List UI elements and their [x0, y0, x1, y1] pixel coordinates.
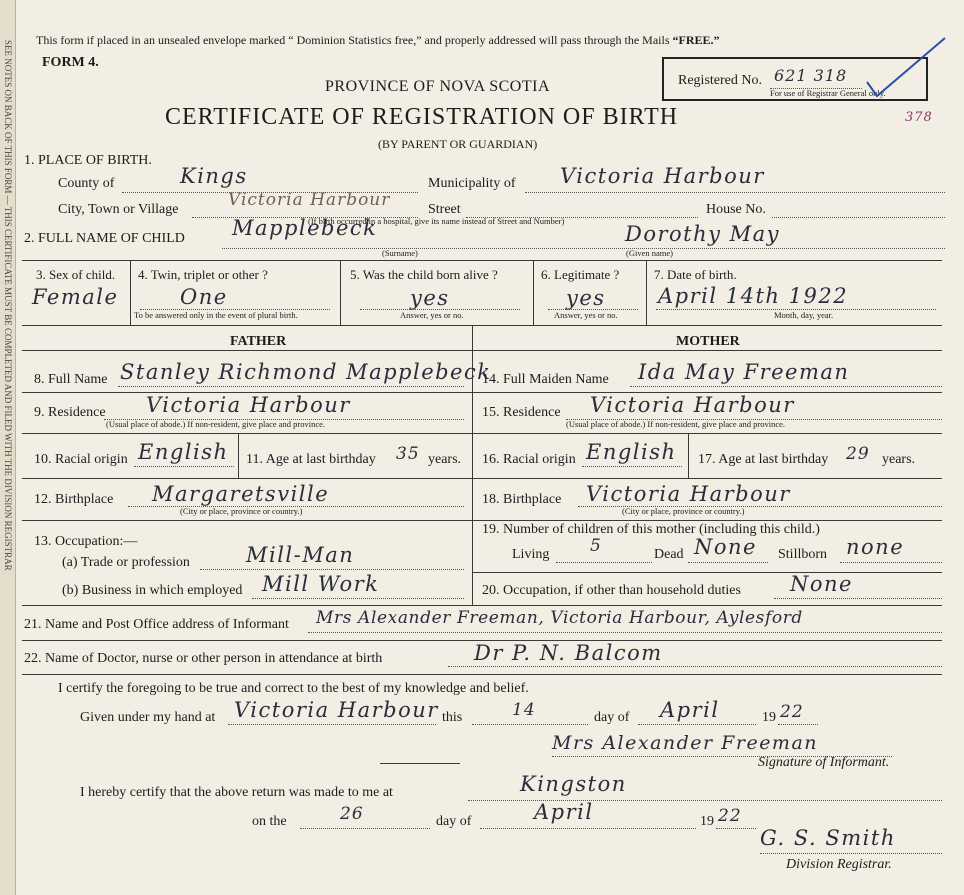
dob-value: April 14th 1922 [658, 284, 849, 308]
father-racial-value: English [138, 440, 229, 464]
father-age-value: 35 [396, 444, 420, 464]
legitimate-value: yes [566, 286, 606, 310]
street-label: Street [428, 202, 461, 217]
doctor-label: 22. Name of Doctor, nurse or other person in attendance at birth [24, 651, 383, 666]
father-age-label: 11. Age at last birthday [246, 452, 376, 467]
mail-notice-text: This form if placed in an unsealed envelope marked “ Dominion Statistics free,” and properly addressed will pass through the Mails [36, 33, 673, 47]
municipality-label: Municipality of [428, 176, 516, 191]
father-residence-value: Victoria Harbour [146, 393, 351, 417]
dob-note: Month, day, year. [774, 310, 834, 320]
county-value: Kings [180, 164, 248, 188]
municipality-value: Victoria Harbour [560, 164, 765, 188]
child-surname: Mapplebeck [232, 216, 378, 240]
living-value: 5 [590, 536, 602, 556]
mother-age-value: 29 [846, 444, 870, 464]
registration-check-mark [855, 34, 950, 104]
registration-number: 621 318 [774, 66, 848, 85]
registrar-on-label: on the [252, 814, 287, 829]
page-subtitle: (BY PARENT OR GUARDIAN) [378, 137, 538, 151]
mother-residence-value: Victoria Harbour [590, 393, 795, 417]
legitimate-note: Answer, yes or no. [554, 310, 618, 320]
registrar-day: 26 [340, 804, 364, 824]
registrar-statement: I hereby certify that the above return was made to me at [80, 785, 393, 800]
margin-notice: SEE NOTES ON BACK OF THIS FORM — THIS CERTIFICATE MUST BE COMPLETED AND FILED WITH THE DIVISION REGISTRAR [3, 40, 13, 571]
father-residence-label: 9. Residence [34, 405, 106, 420]
province-heading: PROVINCE OF NOVA SCOTIA [325, 78, 551, 95]
margin-strip [0, 0, 16, 895]
mother-residence-note: (Usual place of abode.) If non-resident, give place and province. [566, 419, 786, 429]
hospital-note: (If birth occurred in a hospital, give its name instead of Street and Number) [308, 216, 565, 226]
father-birthplace-value: Margaretsville [152, 482, 330, 506]
county-label: County of [58, 176, 115, 191]
father-birthplace-note: (City or place, province or country.) [180, 506, 303, 516]
sex-value: Female [32, 285, 119, 309]
registrar-month: April [534, 800, 594, 824]
given-day: 14 [512, 700, 536, 720]
given-year: 22 [780, 702, 804, 722]
dead-label: Dead [654, 547, 684, 562]
father-trade-label: (a) Trade or profession [62, 555, 190, 570]
mother-birthplace-value: Victoria Harbour [586, 482, 791, 506]
living-label: Living [512, 547, 550, 562]
twin-note: To be answered only in the event of plural birth. [134, 310, 298, 320]
registration-label: Registered No. [678, 73, 762, 88]
registrar-signature: G. S. Smith [760, 826, 896, 850]
mother-racial-value: English [586, 440, 677, 464]
born-alive-value: yes [410, 286, 450, 310]
informant-label: 21. Name and Post Office address of Informant [24, 617, 289, 632]
mother-occupation-value: None [790, 572, 853, 596]
registrar-place: Kingston [520, 772, 627, 796]
mother-residence-label: 15. Residence [482, 405, 561, 420]
mother-age-label: 17. Age at last birthday [698, 452, 829, 467]
registrar-day-of-label: day of [436, 814, 472, 829]
side-stamp: 378 [905, 110, 933, 125]
registrar-year-prefix: 19 [700, 814, 714, 829]
mother-age-years: years. [882, 452, 916, 467]
this-label: this [442, 710, 463, 725]
twin-value: One [180, 285, 228, 309]
legitimate-label: 6. Legitimate ? [541, 267, 620, 282]
father-business-label: (b) Business in which employed [62, 583, 243, 598]
father-heading: FATHER [230, 334, 287, 349]
father-business-value: Mill Work [262, 572, 380, 596]
twin-label: 4. Twin, triplet or other ? [138, 267, 268, 282]
father-name-label: 8. Full Name [34, 372, 108, 387]
father-birthplace-label: 12. Birthplace [34, 492, 114, 507]
mother-name-label: 14. Full Maiden Name [482, 372, 609, 387]
father-residence-note: (Usual place of abode.) If non-resident, give place and province. [106, 419, 326, 429]
given-name-caption: (Given name) [626, 248, 673, 258]
city-value: Victoria Harbour [228, 190, 391, 210]
father-name-value: Stanley Richmond Mapplebeck [120, 360, 492, 384]
mother-name-value: Ida May Freeman [638, 360, 850, 384]
sex-label: 3. Sex of child. [36, 267, 116, 282]
stillborn-label: Stillborn [778, 547, 828, 562]
mother-racial-label: 16. Racial origin [482, 452, 576, 467]
father-age-years: years. [428, 452, 462, 467]
form-number: FORM 4. [42, 55, 99, 70]
doctor-value: Dr P. N. Balcom [474, 641, 663, 665]
dead-value: None [694, 535, 757, 559]
given-month: April [660, 698, 720, 722]
born-alive-note: Answer, yes or no. [400, 310, 464, 320]
children-count-label: 19. Number of children of this mother (including this child.) [482, 522, 820, 537]
mail-notice [36, 33, 720, 48]
stillborn-value: none [846, 535, 905, 559]
mail-notice-free: “FREE.” [672, 33, 720, 47]
page-title: CERTIFICATE OF REGISTRATION OF BIRTH [165, 104, 679, 130]
city-label: City, Town or Village [58, 202, 179, 217]
given-day-of-label: day of [594, 710, 630, 725]
informant-signature: Mrs Alexander Freeman [552, 732, 819, 754]
father-racial-label: 10. Racial origin [34, 452, 128, 467]
place-of-birth-heading: 1. PLACE OF BIRTH. [24, 153, 152, 168]
father-occupation-label: 13. Occupation:— [34, 534, 138, 549]
registrar-year: 22 [718, 806, 742, 826]
mother-birthplace-note: (City or place, province or country.) [622, 506, 745, 516]
father-trade-value: Mill-Man [246, 543, 355, 567]
child-given-name: Dorothy May [625, 222, 781, 246]
given-label: Given under my hand at [80, 710, 216, 725]
house-number-label: House No. [706, 202, 766, 217]
registrar-caption: Division Registrar. [786, 857, 892, 872]
mother-birthplace-label: 18. Birthplace [482, 492, 562, 507]
given-place: Victoria Harbour [234, 698, 439, 722]
mother-heading: MOTHER [676, 334, 740, 349]
born-alive-label: 5. Was the child born alive ? [350, 267, 498, 282]
surname-caption: (Surname) [382, 248, 418, 258]
informant-signature-caption: Signature of Informant. [758, 755, 890, 770]
child-name-label: 2. FULL NAME OF CHILD [24, 231, 185, 246]
informant-value: Mrs Alexander Freeman, Victoria Harbour, Aylesford [316, 608, 803, 628]
given-year-prefix: 19 [762, 710, 776, 725]
certify-statement: I certify the foregoing to be true and correct to the best of my knowledge and belief. [58, 681, 529, 696]
mother-occupation-label: 20. Occupation, if other than household duties [482, 583, 741, 598]
registration-note: For use of Registrar General only. [770, 88, 886, 98]
dob-label: 7. Date of birth. [654, 267, 737, 282]
